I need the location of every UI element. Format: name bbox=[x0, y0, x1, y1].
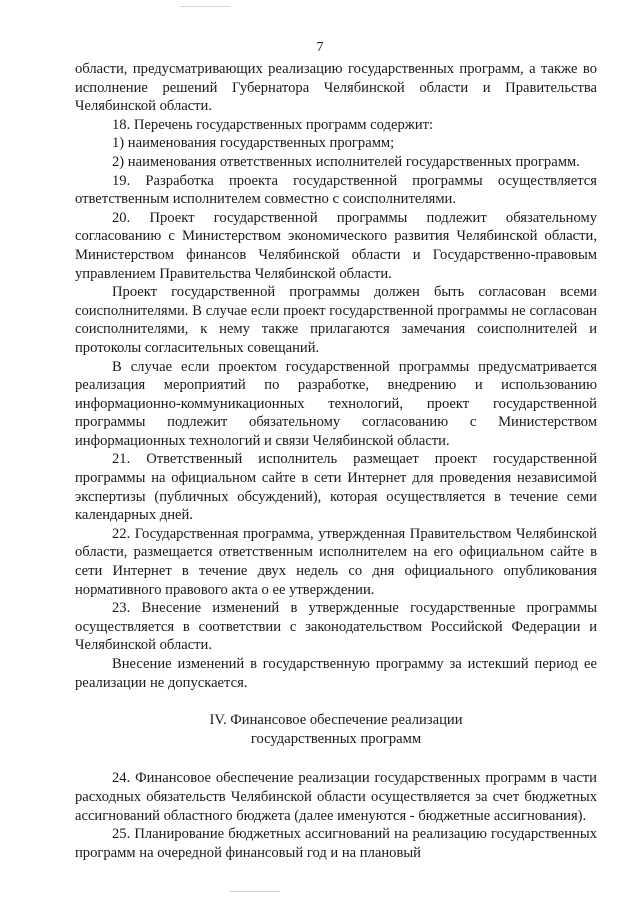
paragraph-18-item-2: 2) наименования ответственных исполнителей государственных программ. bbox=[112, 153, 580, 170]
section-heading bbox=[75, 711, 597, 748]
paragraph-20-ict: В случае если проектом государственной программы предусматривается реализация мероприятий по разработке, внедрению и использованию информационно-коммуникационных технологий, проект государственной программы подлежит обязательному согласованию с Министерством информационных технологий и связи Челябинской области. bbox=[75, 358, 597, 449]
paragraph-18: 18. Перечень государственных программ содержит: bbox=[112, 116, 434, 133]
paragraph-20: 20. Проект государственной программы подлежит обязательному согласованию с Министерством экономического развития Челябинской области, Министерством финансов Челябинской области и Государственно-правовым управлением Правительства Челябинской области. bbox=[75, 209, 597, 282]
page-number: 7 bbox=[316, 40, 324, 55]
paragraph-21: 21. Ответственный исполнитель размещает проект государственной программы на официальном сайте в сети Интернет для проведения независимой экспертизы (публичных обсуждений), которая осуществляется в течение семи календарных дней. bbox=[75, 451, 597, 524]
document-body bbox=[75, 60, 597, 862]
section-heading-line-2: государственных программ bbox=[250, 730, 422, 747]
paragraph-25: 25. Планирование бюджетных ассигнований на реализацию государственных программ на очередной финансовый год и на плановый bbox=[75, 826, 597, 861]
paragraph-23-restriction: Внесение изменений в государственную программу за истекший период ее реализации не допускается. bbox=[75, 656, 597, 691]
paragraph-19: 19. Разработка проекта государственной программы осуществляется ответственным исполнителем совместно с соисполнителями. bbox=[75, 172, 597, 208]
section-heading-line-1: IV. Финансовое обеспечение реализации bbox=[209, 712, 463, 729]
paragraph-24: 24. Финансовое обеспечение реализации государственных программ в части расходных обязательств Челябинской области осуществляется за счет бюджетных ассигнований областного бюджета (далее именуются - бюджетные ассигнования). bbox=[75, 770, 597, 824]
paragraph-23: 23. Внесение изменений в утвержденные государственные программы осуществляется в соответствии с законодательством Российской Федерации и Челябинской области. bbox=[75, 600, 597, 654]
scan-artifact-bottom bbox=[230, 891, 280, 892]
paragraph-18-item-1: 1) наименования государственных программ; bbox=[112, 135, 395, 152]
paragraph-22: 22. Государственная программа, утвержденная Правительством Челябинской области, размещается ответственным исполнителем на его официальном сайте в сети Интернет в течение двух недель со дня официального опубликования нормативного правового акта о ее утверждении. bbox=[75, 525, 597, 598]
paragraph-continuation: области, предусматривающих реализацию государственных программ, а также во исполнение решений Губернатора Челябинской области и Правительства Челябинской области. bbox=[75, 61, 597, 115]
paragraph-20-approval: Проект государственной программы должен быть согласован всеми соисполнителями. В случае если проект государственной программы не согласован соисполнителями, к нему также прилагаются замечания соисполнителей и протоколы согласительных совещаний. bbox=[75, 284, 597, 356]
scan-artifact-top bbox=[180, 6, 230, 7]
